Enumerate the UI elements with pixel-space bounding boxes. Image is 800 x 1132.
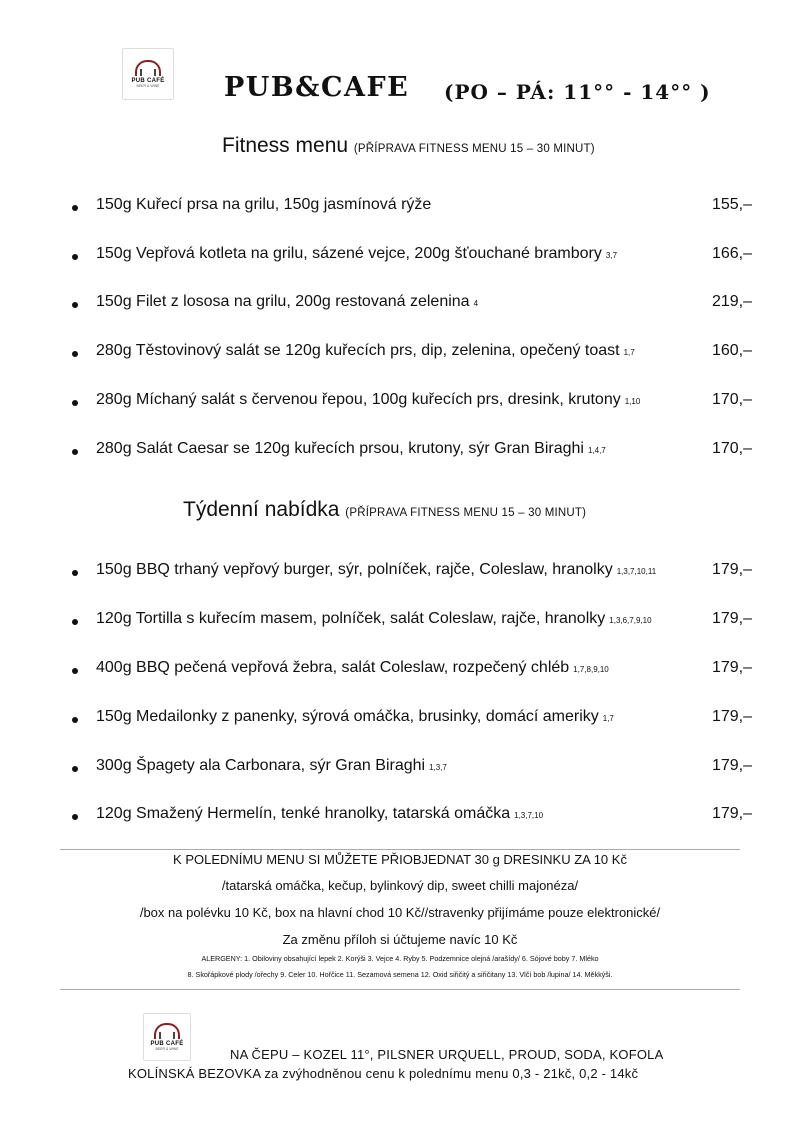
dressing-notice: K POLEDNÍMU MENU SI MŮŽETE PŘIOBJEDNAT 30 g DRESINKU ZA 10 Kč (173, 852, 627, 867)
allergen-codes: 1,7 (602, 714, 614, 723)
menu-item (72, 440, 752, 464)
bullet-icon (72, 619, 78, 625)
draft-beer-list: NA ČEPU – KOZEL 11°, PILSNER URQUELL, PROUD, SODA, KOFOLA (230, 1047, 664, 1062)
bullet-icon (72, 766, 78, 772)
allergen-codes: 1,7,8,9,10 (573, 665, 609, 674)
allergens-legend-2: 8. Skořápkové plody /ořechy 9. Celer 10. Hořčice 11. Sezamová semena 12. Oxid siřičitý a siřičitany 13. Vlčí bob /lupina/ 14. Měkkýši. (187, 970, 613, 979)
menu-item-price: 179,– (711, 659, 752, 676)
menu-item-price: 179,– (711, 805, 752, 822)
menu-item (72, 708, 752, 732)
menu-item-price: 179,– (711, 610, 752, 627)
menu-item-text: 400g BBQ pečená vepřová žebra, salát Coleslaw, rozpečený chléb 1,7,8,9,10 (96, 659, 609, 676)
dressing-options: /tatarská omáčka, kečup, bylinkový dip, sweet chilli majonéza/ (221, 878, 579, 893)
allergens-legend-1: ALERGENY: 1. Obiloviny obsahující lepek 2. Korýši 3. Vejce 4. Ryby 5. Podzemnice olejná /arašídy/ 6. Sójové boby 7. Mléko (201, 954, 599, 963)
fitness-prep-note: (PŘÍPRAVA FITNESS MENU 15 – 30 MINUT) (353, 143, 595, 155)
divider (60, 849, 740, 850)
building-icon (154, 1023, 180, 1039)
menu-item (72, 342, 752, 366)
side-change-notice: Za změnu příloh si účtujeme navíc 10 Kč (282, 932, 518, 947)
bullet-icon (72, 449, 78, 455)
allergen-codes: 1,10 (624, 397, 641, 406)
menu-item-price: 179,– (711, 708, 752, 725)
divider (60, 989, 740, 990)
menu-item (72, 805, 752, 829)
pub-cafe-logo (122, 48, 174, 100)
bullet-icon (72, 205, 78, 211)
menu-item-text: 300g Špagety ala Carbonara, sýr Gran Biraghi 1,3,7 (96, 757, 447, 774)
logo-subtext: BEER & WINE (136, 84, 160, 88)
menu-item-text: 150g Medailonky z panenky, sýrová omáčka, brusinky, domácí ameriky 1,7 (96, 708, 614, 725)
menu-item (72, 245, 752, 269)
allergen-codes: 4 (473, 299, 479, 308)
menu-item (72, 610, 752, 634)
logo-text: PUB CAFÉ (131, 78, 165, 84)
menu-item-text: 280g Míchaný salát s červenou řepou, 100g kuřecích prs, dresink, krutony 1,10 (96, 391, 641, 408)
menu-item-price: 170,– (711, 440, 752, 457)
menu-item (72, 561, 752, 585)
menu-item-text: 150g Vepřová kotleta na grilu, sázené vejce, 200g šťouchané brambory 3,7 (96, 245, 618, 262)
menu-item-text: 150g Filet z lososa na grilu, 200g restovaná zelenina 4 (96, 293, 479, 310)
menu-item-price: 219,– (711, 293, 752, 310)
brand-title: PUB&CAFE (224, 72, 410, 103)
menu-item-price: 166,– (711, 245, 752, 262)
weekly-section-title (183, 498, 586, 522)
menu-item-text: 120g Tortilla s kuřecím masem, polníček, salát Coleslaw, rajče, hranolky 1,3,6,7,9,10 (96, 610, 652, 627)
allergen-codes: 1,3,7,10,11 (616, 567, 657, 576)
logo-text: PUB CAFÉ (150, 1041, 184, 1047)
menu-item-text: 150g BBQ trhaný vepřový burger, sýr, polníček, rajče, Coleslaw, hranolky 1,3,7,10,11 (96, 561, 657, 578)
bullet-icon (72, 570, 78, 576)
menu-item-text: 280g Salát Caesar se 120g kuřecích prsou, krutony, sýr Gran Biraghi 1,4,7 (96, 440, 606, 457)
bullet-icon (72, 814, 78, 820)
menu-item-price: 170,– (711, 391, 752, 408)
allergen-codes: 1,3,6,7,9,10 (609, 616, 652, 625)
fitness-title: Fitness menu (222, 134, 349, 157)
bullet-icon (72, 717, 78, 723)
bullet-icon (72, 668, 78, 674)
menu-item (72, 196, 752, 220)
menu-item-price: 160,– (711, 342, 752, 359)
weekly-prep-note: (PŘÍPRAVA FITNESS MENU 15 – 30 MINUT) (345, 507, 587, 519)
menu-item-text: 280g Těstovinový salát se 120g kuřecích prs, dip, zelenina, opečený toast 1,7 (96, 342, 635, 359)
building-icon (135, 60, 161, 76)
allergen-codes: 1,3,7,10 (514, 811, 544, 820)
bullet-icon (72, 351, 78, 357)
fitness-section-title (222, 134, 595, 158)
menu-item-price: 179,– (711, 757, 752, 774)
menu-item (72, 391, 752, 415)
opening-hours: (PO – PÁ: 11°° - 14°° ) (444, 80, 711, 104)
allergen-codes: 1,7 (623, 348, 635, 357)
box-and-voucher-notice: /box na polévku 10 Kč, box na hlavní chod 10 Kč//stravenky přijímáme pouze elektronické/ (139, 905, 661, 920)
weekly-title: Týdenní nabídka (183, 498, 340, 521)
menu-item (72, 659, 752, 683)
menu-item-text: 120g Smažený Hermelín, tenké hranolky, tatarská omáčka 1,3,7,10 (96, 805, 544, 822)
allergen-codes: 1,3,7 (429, 763, 447, 772)
bullet-icon (72, 302, 78, 308)
menu-item (72, 293, 752, 317)
bullet-icon (72, 400, 78, 406)
menu-item-price: 179,– (711, 561, 752, 578)
allergen-codes: 1,4,7 (587, 446, 606, 455)
menu-item-price: 155,– (711, 196, 752, 213)
bullet-icon (72, 254, 78, 260)
logo-subtext: BEER & WINE (155, 1047, 179, 1051)
bezovka-offer: KOLÍNSKÁ BEZOVKA za zvýhodněnou cenu k polednímu menu 0,3 - 21kč, 0,2 - 14kč (128, 1066, 639, 1081)
menu-item-text: 150g Kuřecí prsa na grilu, 150g jasmínová rýže (96, 196, 432, 213)
allergen-codes: 3,7 (605, 251, 618, 260)
menu-item (72, 757, 752, 781)
